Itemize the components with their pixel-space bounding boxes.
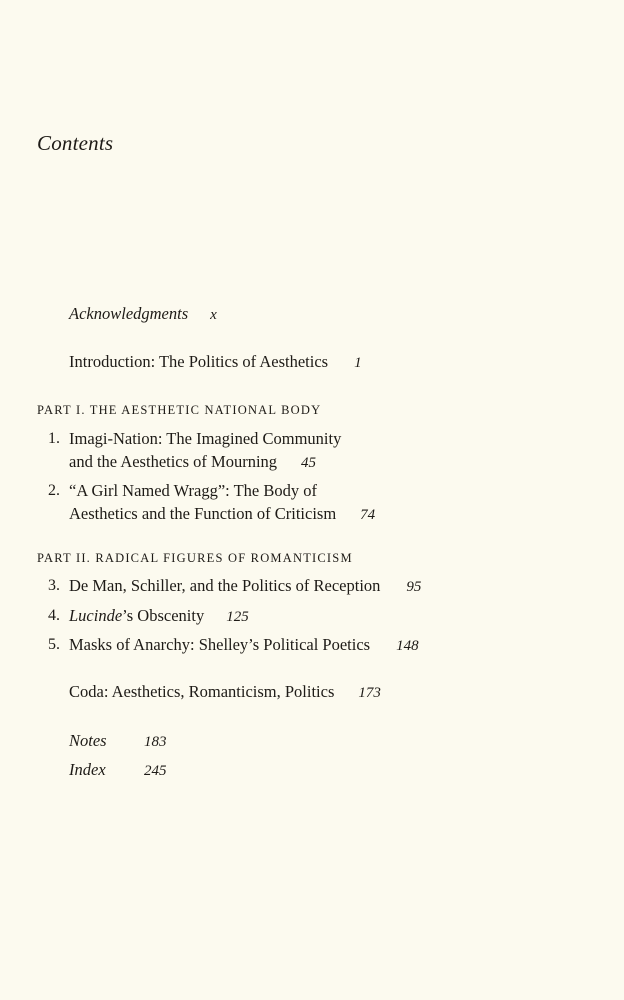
page-title: Contents xyxy=(37,131,114,155)
chapter-number: 3. xyxy=(48,577,60,594)
chapter-number: 1. xyxy=(48,430,60,447)
part-heading: PART II. RADICAL FIGURES OF ROMANTICISM xyxy=(37,551,353,565)
chapter-number: 5. xyxy=(48,636,60,653)
toc-entry-page: 173 xyxy=(358,685,381,701)
part-heading: PART I. THE AESTHETIC NATIONAL BODY xyxy=(37,403,322,417)
toc-entry-page: 74 xyxy=(360,507,376,523)
toc-entry-title-italic: Lucinde xyxy=(69,606,123,625)
toc-entry-chapter-2-cont[interactable] xyxy=(69,504,375,525)
toc-entry-index[interactable] xyxy=(69,760,167,781)
toc-entry-chapter-1-cont[interactable] xyxy=(69,452,316,473)
toc-entry-chapter-3[interactable] xyxy=(69,576,421,597)
toc-entry-title: Acknowledgments xyxy=(69,304,189,323)
toc-entry-title-line1: “A Girl Named Wragg”: The Body of xyxy=(69,481,317,500)
toc-entry-introduction[interactable] xyxy=(69,352,362,373)
toc-entry-title: Notes xyxy=(69,731,107,750)
toc-entry-chapter-5[interactable] xyxy=(69,635,419,656)
toc-entry-chapter-2[interactable] xyxy=(69,481,317,501)
toc-entry-notes[interactable] xyxy=(69,731,167,752)
toc-entry-page: 148 xyxy=(396,638,419,654)
toc-entry-title: Coda: Aesthetics, Romanticism, Politics xyxy=(69,682,335,701)
toc-entry-title-rest: ’s Obscenity xyxy=(122,606,205,625)
toc-entry-page: x xyxy=(210,307,217,323)
toc-entry-title-line2: and the Aesthetics of Mourning xyxy=(69,452,278,471)
toc-entry-coda[interactable] xyxy=(69,682,381,703)
toc-entry-page: 95 xyxy=(406,579,422,595)
toc-entry-title: Masks of Anarchy: Shelley’s Political Poetics xyxy=(69,635,371,654)
toc-entry-page: 245 xyxy=(144,763,167,779)
toc-entry-page: 125 xyxy=(226,609,249,625)
toc-entry-chapter-1[interactable] xyxy=(69,429,341,449)
toc-entry-title: De Man, Schiller, and the Politics of Reception xyxy=(69,576,381,595)
chapter-number: 2. xyxy=(48,482,60,499)
toc-entry-title: Introduction: The Politics of Aesthetics xyxy=(69,352,329,371)
toc-entry-page: 183 xyxy=(144,734,167,750)
toc-entry-title-line2: Aesthetics and the Function of Criticism xyxy=(69,504,337,523)
chapter-number: 4. xyxy=(48,607,60,624)
toc-entry-page: 45 xyxy=(301,455,317,471)
toc-entry-title-line1: Imagi-Nation: The Imagined Community xyxy=(69,429,342,448)
toc-entry-acknowledgments[interactable] xyxy=(69,304,217,325)
toc-entry-page: 1 xyxy=(354,355,362,371)
toc-entry-title: Index xyxy=(69,760,106,779)
toc-entry-chapter-4[interactable] xyxy=(69,606,249,627)
